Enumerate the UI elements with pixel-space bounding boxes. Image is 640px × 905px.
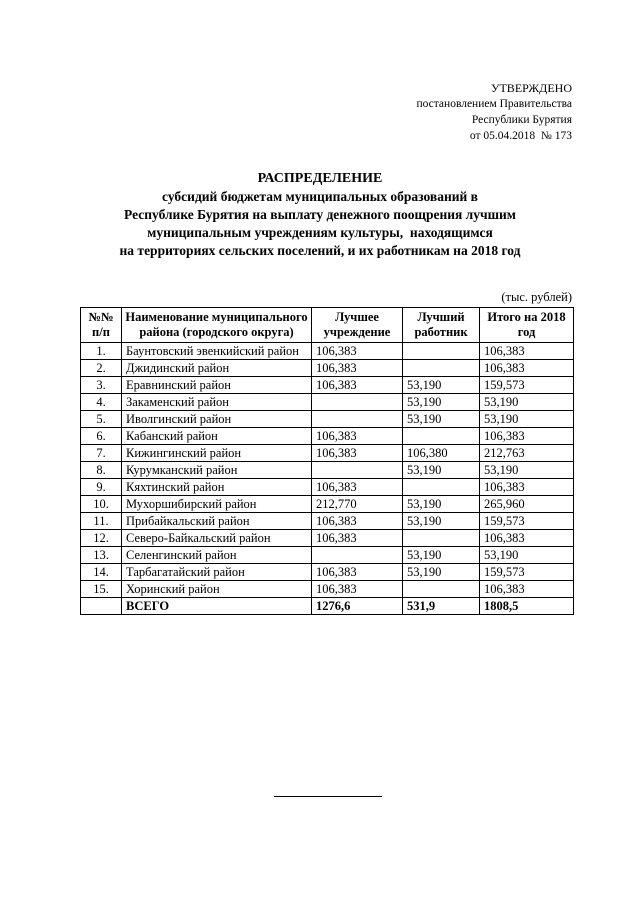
- title-line: на территориях сельских поселений, и их работникам на 2018 год: [119, 243, 521, 258]
- table-row: [81, 360, 574, 377]
- table-row: [81, 564, 574, 581]
- total-best-worker: 531,9: [403, 598, 480, 615]
- best-institution-value: 106,383: [312, 564, 403, 581]
- table-row: [81, 581, 574, 598]
- best-worker-value: [403, 428, 480, 445]
- table-row: [81, 343, 574, 360]
- row-number: 14.: [81, 564, 122, 581]
- row-number: 11.: [81, 513, 122, 530]
- approval-title: УТВЕРЖДЕНО: [490, 81, 572, 95]
- row-number: 5.: [81, 411, 122, 428]
- best-institution-value: 106,383: [312, 479, 403, 496]
- total-value: 106,383: [480, 530, 574, 547]
- header-total: Итого на 2018 год: [480, 308, 574, 343]
- approval-line: постановлением Правительства: [416, 98, 572, 110]
- best-institution-value: 106,383: [312, 377, 403, 394]
- table-row: [81, 479, 574, 496]
- total-row-number: [81, 598, 122, 615]
- table-row: [81, 428, 574, 445]
- header-best-institution: Лучшее учреждение: [312, 308, 403, 343]
- table-row: [81, 445, 574, 462]
- district-name: Тарбагатайский район: [122, 564, 312, 581]
- row-number: 13.: [81, 547, 122, 564]
- table-row: [81, 394, 574, 411]
- best-worker-value: 53,190: [403, 462, 480, 479]
- district-name: Баунтовский эвенкийский район: [122, 343, 312, 360]
- table-row: [81, 547, 574, 564]
- district-name: Кабанский район: [122, 428, 312, 445]
- total-best-institution: 1276,6: [312, 598, 403, 615]
- total-value: 53,190: [480, 394, 574, 411]
- best-worker-value: 53,190: [403, 496, 480, 513]
- row-number: 12.: [81, 530, 122, 547]
- best-worker-value: 106,380: [403, 445, 480, 462]
- approval-block: [416, 80, 572, 144]
- total-label: ВСЕГО: [122, 598, 312, 615]
- header-name: Наименование муниципального района (городского округа): [122, 308, 312, 343]
- total-value: 159,573: [480, 377, 574, 394]
- best-worker-value: 53,190: [403, 547, 480, 564]
- best-worker-value: [403, 530, 480, 547]
- total-value: 106,383: [480, 360, 574, 377]
- distribution-table: [80, 307, 574, 615]
- district-name: Кижингинский район: [122, 445, 312, 462]
- table-row: [81, 377, 574, 394]
- best-institution-value: [312, 462, 403, 479]
- best-worker-value: 53,190: [403, 411, 480, 428]
- header-num: №№ п/п: [81, 308, 122, 343]
- total-value: 106,383: [480, 479, 574, 496]
- total-value: 53,190: [480, 462, 574, 479]
- best-worker-value: [403, 479, 480, 496]
- table-row: [81, 530, 574, 547]
- district-name: Хоринский район: [122, 581, 312, 598]
- total-value: 106,383: [480, 581, 574, 598]
- row-number: 7.: [81, 445, 122, 462]
- best-institution-value: 106,383: [312, 530, 403, 547]
- best-worker-value: 53,190: [403, 513, 480, 530]
- header-best-worker: Лучший работник: [403, 308, 480, 343]
- row-number: 2.: [81, 360, 122, 377]
- row-number: 4.: [81, 394, 122, 411]
- total-value: 53,190: [480, 547, 574, 564]
- best-institution-value: [312, 394, 403, 411]
- total-value: 106,383: [480, 428, 574, 445]
- district-name: Иволгинский район: [122, 411, 312, 428]
- row-number: 10.: [81, 496, 122, 513]
- district-name: Мухоршибирский район: [122, 496, 312, 513]
- district-name: Прибайкальский район: [122, 513, 312, 530]
- best-worker-value: [403, 581, 480, 598]
- approval-line: Республики Бурятия: [471, 114, 572, 126]
- row-number: 15.: [81, 581, 122, 598]
- row-number: 6.: [81, 428, 122, 445]
- best-institution-value: 106,383: [312, 343, 403, 360]
- total-value: 212,763: [480, 445, 574, 462]
- best-institution-value: [312, 547, 403, 564]
- row-number: 9.: [81, 479, 122, 496]
- best-worker-value: 53,190: [403, 394, 480, 411]
- district-name: Северо-Байкальский район: [122, 530, 312, 547]
- footer-divider: [274, 796, 382, 797]
- district-name: Кяхтинский район: [122, 479, 312, 496]
- row-number: 1.: [81, 343, 122, 360]
- best-institution-value: [312, 411, 403, 428]
- approval-date: от 05.04.2018 № 173: [469, 130, 572, 142]
- best-institution-value: 106,383: [312, 428, 403, 445]
- best-institution-value: 106,383: [312, 445, 403, 462]
- table-header-row: [81, 308, 574, 343]
- total-value: 159,573: [480, 513, 574, 530]
- units-label: (тыс. рублей): [501, 290, 572, 304]
- grand-total: 1808,5: [480, 598, 574, 615]
- title-line: субсидий бюджетам муниципальных образований в: [162, 189, 478, 204]
- title-head: РАСПРЕДЕЛЕНИЕ: [257, 171, 383, 186]
- best-worker-value: [403, 360, 480, 377]
- best-institution-value: 106,383: [312, 513, 403, 530]
- table-row: [81, 411, 574, 428]
- district-name: Джидинский район: [122, 360, 312, 377]
- total-value: 53,190: [480, 411, 574, 428]
- district-name: Курумканский район: [122, 462, 312, 479]
- total-value: 265,960: [480, 496, 574, 513]
- district-name: Селенгинский район: [122, 547, 312, 564]
- total-value: 106,383: [480, 343, 574, 360]
- table-row: [81, 513, 574, 530]
- document-title: [60, 170, 580, 260]
- title-line: Республике Бурятия на выплату денежного поощрения лучшим: [124, 207, 516, 222]
- total-value: 159,573: [480, 564, 574, 581]
- total-row: [81, 598, 574, 615]
- best-institution-value: 212,770: [312, 496, 403, 513]
- table-row: [81, 462, 574, 479]
- best-institution-value: 106,383: [312, 581, 403, 598]
- district-name: Еравнинский район: [122, 377, 312, 394]
- best-worker-value: 53,190: [403, 377, 480, 394]
- table-row: [81, 496, 574, 513]
- best-institution-value: 106,383: [312, 360, 403, 377]
- row-number: 3.: [81, 377, 122, 394]
- district-name: Закаменский район: [122, 394, 312, 411]
- best-worker-value: 53,190: [403, 564, 480, 581]
- best-worker-value: [403, 343, 480, 360]
- row-number: 8.: [81, 462, 122, 479]
- title-line: муниципальным учреждениям культуры, находящимся: [147, 225, 493, 240]
